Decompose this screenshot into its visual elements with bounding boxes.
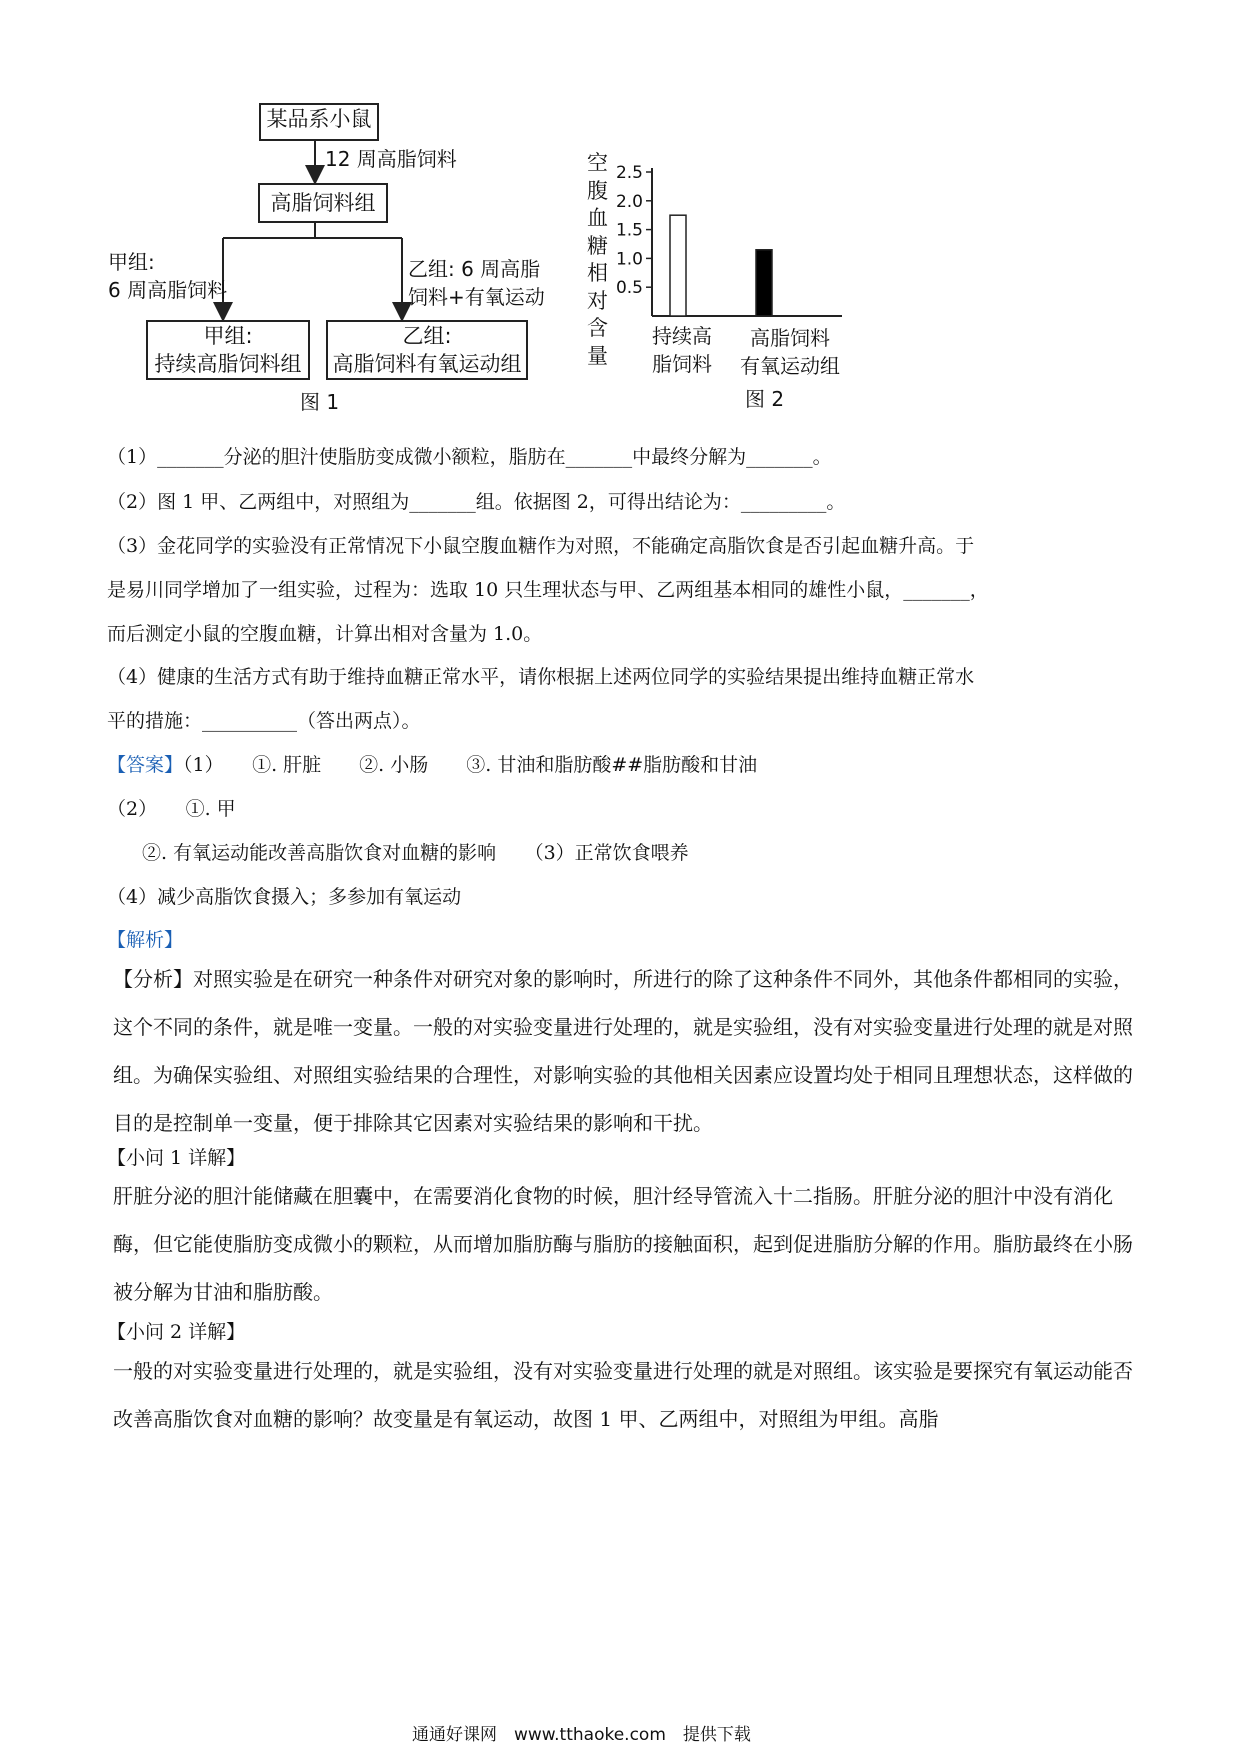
question-2: （2）图 1 甲、乙两组中，对照组为_______组。依据图 2，可得出结论为：_________。 (107, 491, 846, 513)
chart-category-label-line: 有氧运动组 (740, 354, 840, 378)
analysis-paragraph-3: 一般的对实验变量进行处理的，就是实验组，没有对实验变量进行处理的就是对照组。该实验是要探究有氧运动能否改善高脂饮食对血糖的影响？故变量是有氧运动，故图 1 甲、乙两组中，对照组为甲组。高脂 (113, 1359, 1133, 1431)
subquestion-1-heading: 【小问 1 详解】 (107, 1147, 246, 1169)
answer-line-1 (107, 750, 757, 777)
chart-y-tick-label: 0.5 (615, 278, 643, 299)
chart-y-axis-label-char: 对 (587, 288, 608, 313)
label-right-branch: 乙组: 6 周高脂 饲料+有氧运动 (408, 257, 545, 309)
analysis-tag: 【解析】 (107, 929, 184, 951)
box-group-b: 乙组: 高脂饲料有氧运动组 (326, 320, 528, 380)
question-3-line-1: （3）金花同学的实验没有正常情况下小鼠空腹血糖作为对照，不能确定高脂饮食是否引起血糖升高。于 (107, 535, 975, 557)
answer-2: （2） ①. 甲 (107, 798, 236, 820)
label-12-weeks: 12 周高脂饲料 (325, 147, 457, 171)
figure-1-caption: 图 1 (300, 390, 340, 414)
answer-tag: 【答案】 (107, 754, 184, 776)
chart-y-axis-label-char: 血 (587, 206, 608, 230)
answer-1: （1） ①. 肝脏 ②. 小肠 ③. 甘油和脂肪酸##脂肪酸和甘油 (183, 754, 758, 776)
question-1: （1）_______分泌的胆汁使脂肪变成微小额粒，脂肪在_______中最终分解为_______。 (107, 446, 832, 468)
chart-y-axis-label-char: 空 (587, 151, 608, 175)
question-3-line-3: 而后测定小鼠的空腹血糖，计算出相对含量为 1.0。 (107, 623, 543, 645)
figure-2-caption: 图 2 (745, 387, 785, 411)
question-3-line-2: 是易川同学增加了一组实验，过程为：选取 10 只生理状态与甲、乙两组基本相同的雄性小鼠，_______， (107, 579, 989, 601)
page-footer: 通通好课网 www.tthaoke.com 提供下载 (412, 1725, 751, 1745)
answer-4: （4）减少高脂饮食摄入；多参加有氧运动 (107, 886, 462, 908)
chart-y-tick-label: 2.5 (615, 163, 643, 183)
chart-y-axis-label-char: 相 (587, 261, 608, 285)
chart-y-axis-label-char: 糖 (587, 233, 608, 258)
chart-bar-2 (756, 250, 772, 316)
chart-y-axis-label-char: 含 (587, 316, 608, 340)
chart-y-tick-label: 2.0 (615, 191, 643, 212)
box-high-fat-group: 高脂饲料组 (258, 183, 388, 223)
question-4-line-2: 平的措施：__________（答出两点）。 (107, 710, 421, 732)
chart-category-label-1 (652, 322, 712, 378)
answer-2b-3: ②. 有氧运动能改善高脂饮食对血糖的影响 （3）正常饮食喂养 (142, 842, 689, 864)
analysis-paragraph-1: 【分析】对照实验是在研究一种条件对研究对象的影响时，所进行的除了这种条件不同外，其他条件都相同的实验，这个不同的条件，就是唯一变量。一般的对实验变量进行处理的，就是实验组，没有对实验变量进行处理的就是对照组。为确保实验组、对照组实验结果的合理性，对影响实验的其他相关因素应设置均处于相同且理想状态，这样做的目的是控制单一变量，便于排除其它因素对实验结果的影响和干扰。 (113, 967, 1133, 1135)
question-4-line-1: （4）健康的生活方式有助于维持血糖正常水平，请你根据上述两位同学的实验结果提出维持血糖正常水 (107, 666, 975, 688)
chart-y-tick-label: 1.5 (615, 220, 643, 241)
box-mouse-strain: 某品系小鼠 (259, 103, 379, 141)
chart-y-tick-label: 1.0 (615, 249, 643, 270)
label-left-branch: 甲组: 6 周高脂饲料 (108, 250, 228, 302)
chart-y-axis-label-char: 腹 (587, 178, 608, 203)
chart-bar-1 (670, 215, 686, 316)
chart-category-label-line: 高脂饲料 (750, 326, 830, 350)
subquestion-2-heading: 【小问 2 详解】 (107, 1321, 246, 1343)
chart-category-label-line: 持续高 (652, 324, 712, 348)
analysis-paragraph-2: 肝脏分泌的胆汁能储藏在胆囊中，在需要消化食物的时候，胆汁经导管流入十二指肠。肝脏分泌的胆汁中没有消化酶，但它能使脂肪变成微小的颗粒，从而增加脂肪酶与脂肪的接触面积，起到促进脂肪分解的作用。脂肪最终在小肠被分解为甘油和脂肪酸。 (113, 1184, 1133, 1304)
box-group-a: 甲组: 持续高脂饲料组 (146, 320, 310, 380)
chart-category-label-line: 脂饲料 (652, 352, 712, 376)
chart-y-axis-label-char: 量 (587, 343, 608, 368)
chart-category-label-2 (740, 324, 840, 380)
